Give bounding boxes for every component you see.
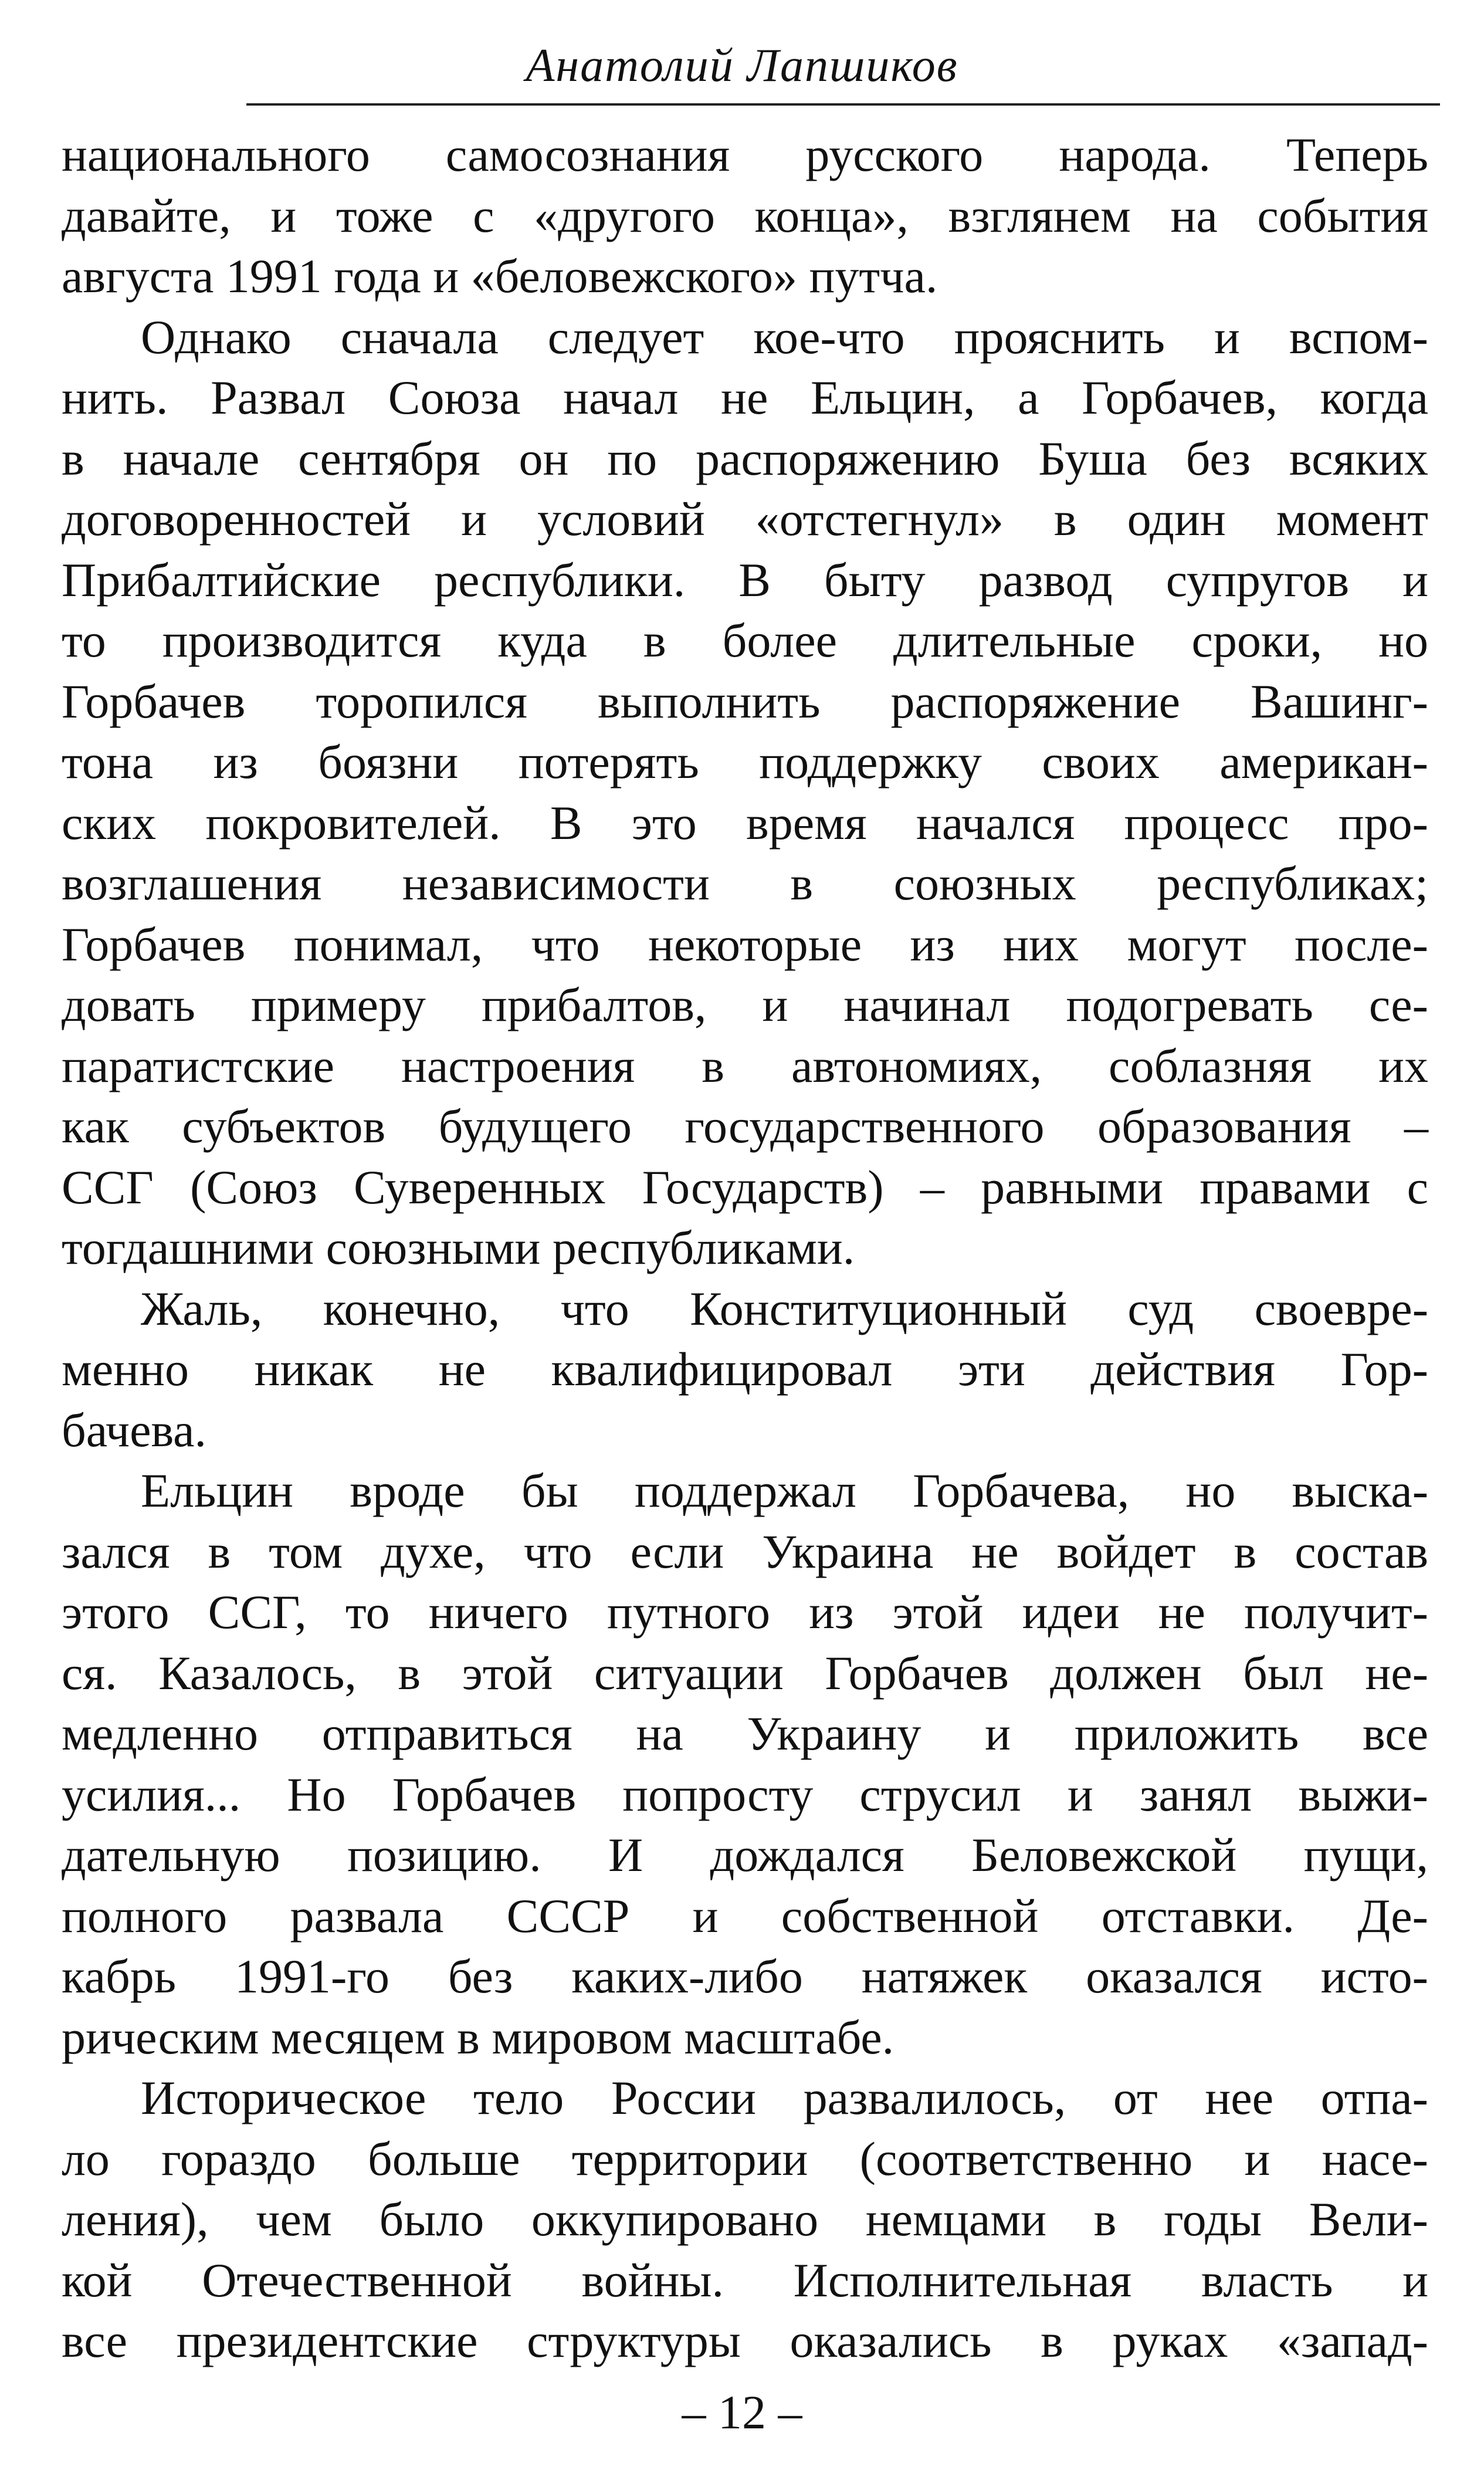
text-line: Однако сначала следует кое-что прояснить и вспом- [141,310,1428,364]
text-line: зался в том духе, что если Украина не войдет в состав [62,1524,1428,1578]
text-line: Горбачев торопился выполнить распоряжение Вашинг- [62,674,1428,728]
text-line: возглашения независимости в союзных республиках; [62,857,1428,910]
text-line: полного развала СССР и собственной отставки. Де- [62,1889,1428,1943]
text-line: рическим месяцем в мировом масштабе. [62,2010,895,2064]
text-line: национального самосознания русского народа. Теперь [62,128,1428,181]
text-line: ских покровителей. В это время начался процесс про- [62,796,1428,850]
text-line: паратистские настроения в автономиях, соблазняя их [62,1038,1428,1092]
text-line: давайте, и тоже с «другого конца», взглянем на события [62,188,1428,242]
text-line: как субъектов будущего государственного образования – [62,1099,1428,1153]
text-line: менно никак не квалифицировал эти действия Гор- [62,1342,1428,1396]
text-line: договоренностей и условий «отстегнул» в один момент [62,492,1428,546]
running-head-author: Анатолий Лапшиков [526,40,958,92]
text-line: все президентские структуры оказались в руках «запад- [62,2314,1428,2367]
paragraph-5 [62,2068,1428,2371]
text-line: усилия... Но Горбачев попросту струсил и занял выжи- [62,1767,1428,1821]
text-line: дательную позицию. И дождался Беловежской пущи, [62,1828,1428,1882]
text-line: ления), чем было оккупировано немцами в годы Вели- [62,2192,1428,2246]
page-body [62,124,1428,2371]
text-line: Историческое тело России развалилось, от нее отпа- [141,2071,1428,2124]
text-line: кой Отечественной войны. Исполнительная власть и [62,2253,1428,2307]
text-line: кабрь 1991-го без каких-либо натяжек оказался исто- [62,1950,1428,2003]
text-line: тогдашними союзными республиками. [62,1221,855,1274]
text-line: тона из боязни потерять поддержку своих американ- [62,735,1428,789]
text-line: довать примеру прибалтов, и начинал подогревать се- [62,978,1428,1031]
text-line: то производится куда в более длительные сроки, но [62,614,1428,667]
text-line: ся. Казалось, в этой ситуации Горбачев должен был не- [62,1646,1428,1700]
text-line: Жаль, конечно, что Конституционный суд своевре- [141,1281,1428,1335]
text-line: бачева. [62,1403,207,1457]
text-line: Горбачев понимал, что некоторые из них могут после- [62,917,1428,971]
text-line: Прибалтийские республики. В быту развод супругов и [62,553,1428,607]
text-line: ССГ (Союз Суверенных Государств) – равными правами с [62,1160,1428,1214]
paragraph-3 [62,1278,1428,1461]
paragraph-2 [62,307,1428,1278]
paragraph-1 [62,124,1428,307]
text-line: в начале сентября он по распоряжению Буша без всяких [62,431,1428,485]
text-line: августа 1991 года и «беловежского» путча. [62,249,938,303]
text-line: ло гораздо больше территории (соответственно и насе- [62,2131,1428,2185]
paragraph-4 [62,1460,1428,2068]
header-rule [246,103,1440,106]
text-line: Ельцин вроде бы поддержал Горбачева, но выска- [141,1464,1428,1517]
text-line: медленно отправиться на Украину и приложить все [62,1707,1428,1760]
text-line: этого ССГ, то ничего путного из этой идеи не получит- [62,1585,1428,1639]
page-number: – 12 – [682,2386,802,2439]
text-line: нить. Развал Союза начал не Ельцин, а Горбачев, когда [62,371,1428,424]
